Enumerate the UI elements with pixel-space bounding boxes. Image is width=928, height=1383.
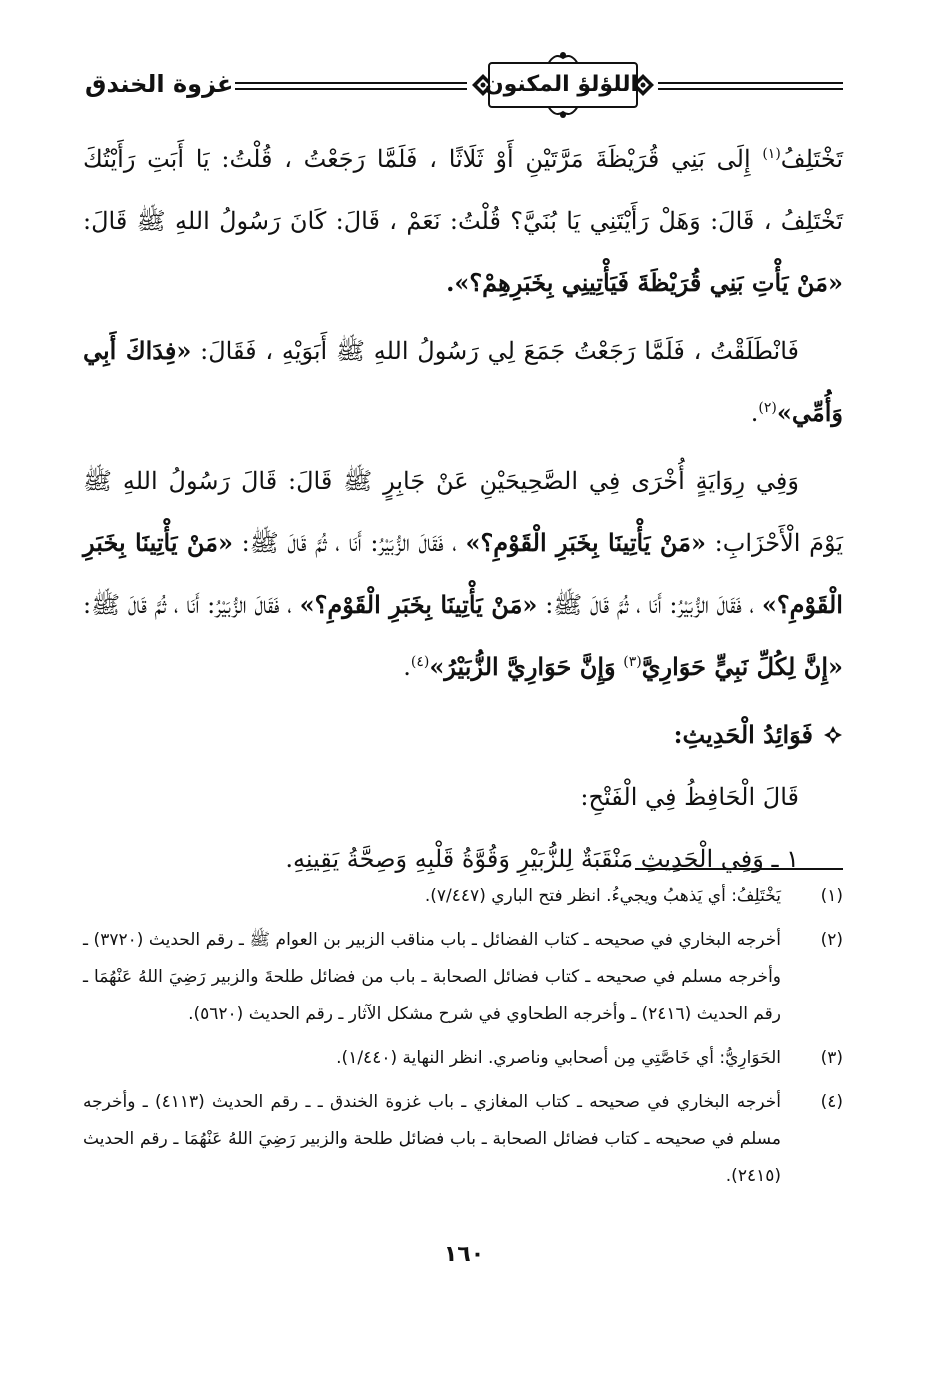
hadith-quote: «مَنْ يَأْتِينَا بِخَبَرِ الْقَوْمِ؟»	[83, 528, 843, 619]
footnote-ref-2: (٢)	[758, 400, 777, 416]
text-span: ، فَقَالَ الزُّبَيْرُ: أَنَا ، ثُمَّ قَالَ ﷺ:	[83, 591, 292, 619]
footnote-text: أخرجه البخاري في صحيحه ـ كتاب المغازي ـ باب غزوة الخندق ـ ـ رقم الحديث (٤١١٣) ـ وأخرجه مسلم في صحيحه ـ كتاب فضائل الصحابة ـ باب فضائل طلحة والزبير رَضِيَ اللهُ عَنْهُمَا ـ رقم الحديث (٢٤١٥).	[83, 1092, 781, 1186]
paragraph-2	[83, 320, 843, 444]
text-span: .	[403, 653, 411, 681]
text-span: ، فَقَالَ الزُّبَيْرُ: أَنَا ، ثُمَّ قَالَ ﷺ:	[241, 529, 457, 557]
footnotes	[83, 878, 843, 1202]
footnote-2	[83, 922, 843, 1033]
hadith-quote: وَإِنَّ حَوَارِيَّ الزُّبَيْرُ»	[429, 652, 616, 681]
footnote-text: الحَوَارِيُّ: أي خَاصَّتِي مِن أصحابي وناصري. انظر النهاية (١/٤٤٠).	[336, 1048, 781, 1068]
paragraph-3	[83, 450, 843, 698]
footnote-text: يَخْتَلِفُ: أي يَذهبُ ويجيءُ. انظر فتح الباري (٧/٤٤٧).	[424, 886, 781, 906]
book-title: اللؤلؤ المكنون	[484, 72, 638, 97]
main-text	[83, 128, 843, 890]
text-span: وَفِي رِوَايَةٍ أُخْرَى فِي الصَّحِيحَيْنِ عَنْ جَابِرٍ ﷺ قَالَ: قَالَ رَسُولُ اللهِ ﷺ يَوْمَ الْأَحْزَابِ:	[83, 467, 844, 557]
footnote-number: (٤)	[820, 1092, 843, 1112]
footnote-ref-3: (٣)	[623, 654, 642, 670]
hadith-quote: «مَنْ يَأْتِينَا بِخَبَرِ الْقَوْمِ؟»	[299, 590, 538, 619]
text-span: ، فَقَالَ الزُّبَيْرُ: أَنَا ، ثُمَّ قَالَ ﷺ:	[545, 591, 755, 619]
footnote-ref-4: (٤)	[410, 654, 430, 670]
paragraph-1	[83, 128, 843, 314]
flower-bullet-icon	[823, 725, 843, 745]
footnote-separator	[635, 868, 843, 870]
text-span: .	[750, 399, 759, 427]
section-heading-text: فَوَائِدُ الْحَدِيثِ:	[673, 720, 813, 749]
footnote-4	[83, 1084, 843, 1195]
footnote-text: أخرجه البخاري في صحيحه ـ كتاب الفضائل ـ باب مناقب الزبير بن العوام ﷺ ـ رقم الحديث (٣٧٢٠) ـ وأخرجه مسلم في صحيحه ـ كتاب فضائل الصحابة ـ باب من فضائل طلحةَ والزبير رَضِيَ اللهُ عَنْهُمَا ـ رقم الحديث (٢٤١٦) ـ وأخرجه الطحاوي في شرح مشكل الآثار ـ رقم الحديث (٥٦٢٠).	[83, 930, 781, 1024]
chapter-title: غزوة الخندق	[85, 70, 234, 98]
header-rule-left	[235, 82, 467, 90]
footnote-number: (٣)	[820, 1048, 843, 1068]
footnote-number: (١)	[820, 886, 843, 906]
hadith-quote: «مَنْ يَأْتِ بَنِي قُرَيْظَةَ فَيَأْتِينِي بِخَبَرِهِمْ؟».	[446, 268, 843, 297]
text-span: تَخْتَلِفُ	[780, 145, 843, 173]
text-span: فَانْطَلَقْتُ ، فَلَمَّا رَجَعْتُ جَمَعَ لِي رَسُولُ اللهِ ﷺ أَبَوَيْهِ ، فَقَالَ:	[200, 337, 799, 365]
footnote-ref-1: (١)	[762, 146, 781, 162]
paragraph-4: قَالَ الْحَافِظُ فِي الْفَتْحِ:	[580, 783, 799, 811]
paragraph-5: ١ ـ وَفِي الْحَدِيثِ مَنْقَبَةٌ لِلزُّبَيْرِ وَقُوَّةُ قَلْبِهِ وَصِحَّةُ يَقِينِهِ.	[285, 845, 799, 873]
section-heading	[83, 704, 843, 766]
footnote-3	[83, 1040, 843, 1077]
hadith-quote: «مَنْ يَأْتِينَا بِخَبَرِ الْقَوْمِ؟»	[465, 528, 706, 557]
hadith-quote: «فِدَاكَ أَبِي وَأُمِّي»	[83, 336, 843, 427]
text-span: إِلَى بَنِي قُرَيْظَةَ مَرَّتَيْنِ أَوْ ثَلَاثًا ، فَلَمَّا رَجَعْتُ ، قُلْتُ: يَا أَبَتِ رَأَيْتُكَ تَخْتَلِفُ ، قَالَ: وَهَلْ رَأَيْتَنِي يَا بُنَيَّ؟ قُلْتُ: نَعَمْ ، قَالَ: كَانَ رَسُولُ اللهِ ﷺ قَالَ:	[83, 145, 843, 235]
footnote-number: (٢)	[820, 930, 843, 950]
footnote-1	[83, 878, 843, 915]
header-rule-right	[658, 82, 843, 90]
running-header	[85, 50, 843, 120]
book-title-badge	[468, 50, 658, 120]
page-number: ١٦٠	[443, 1242, 485, 1267]
hadith-quote: «إِنَّ لِكُلِّ نَبِيٍّ حَوَارِيَّ	[641, 652, 843, 681]
